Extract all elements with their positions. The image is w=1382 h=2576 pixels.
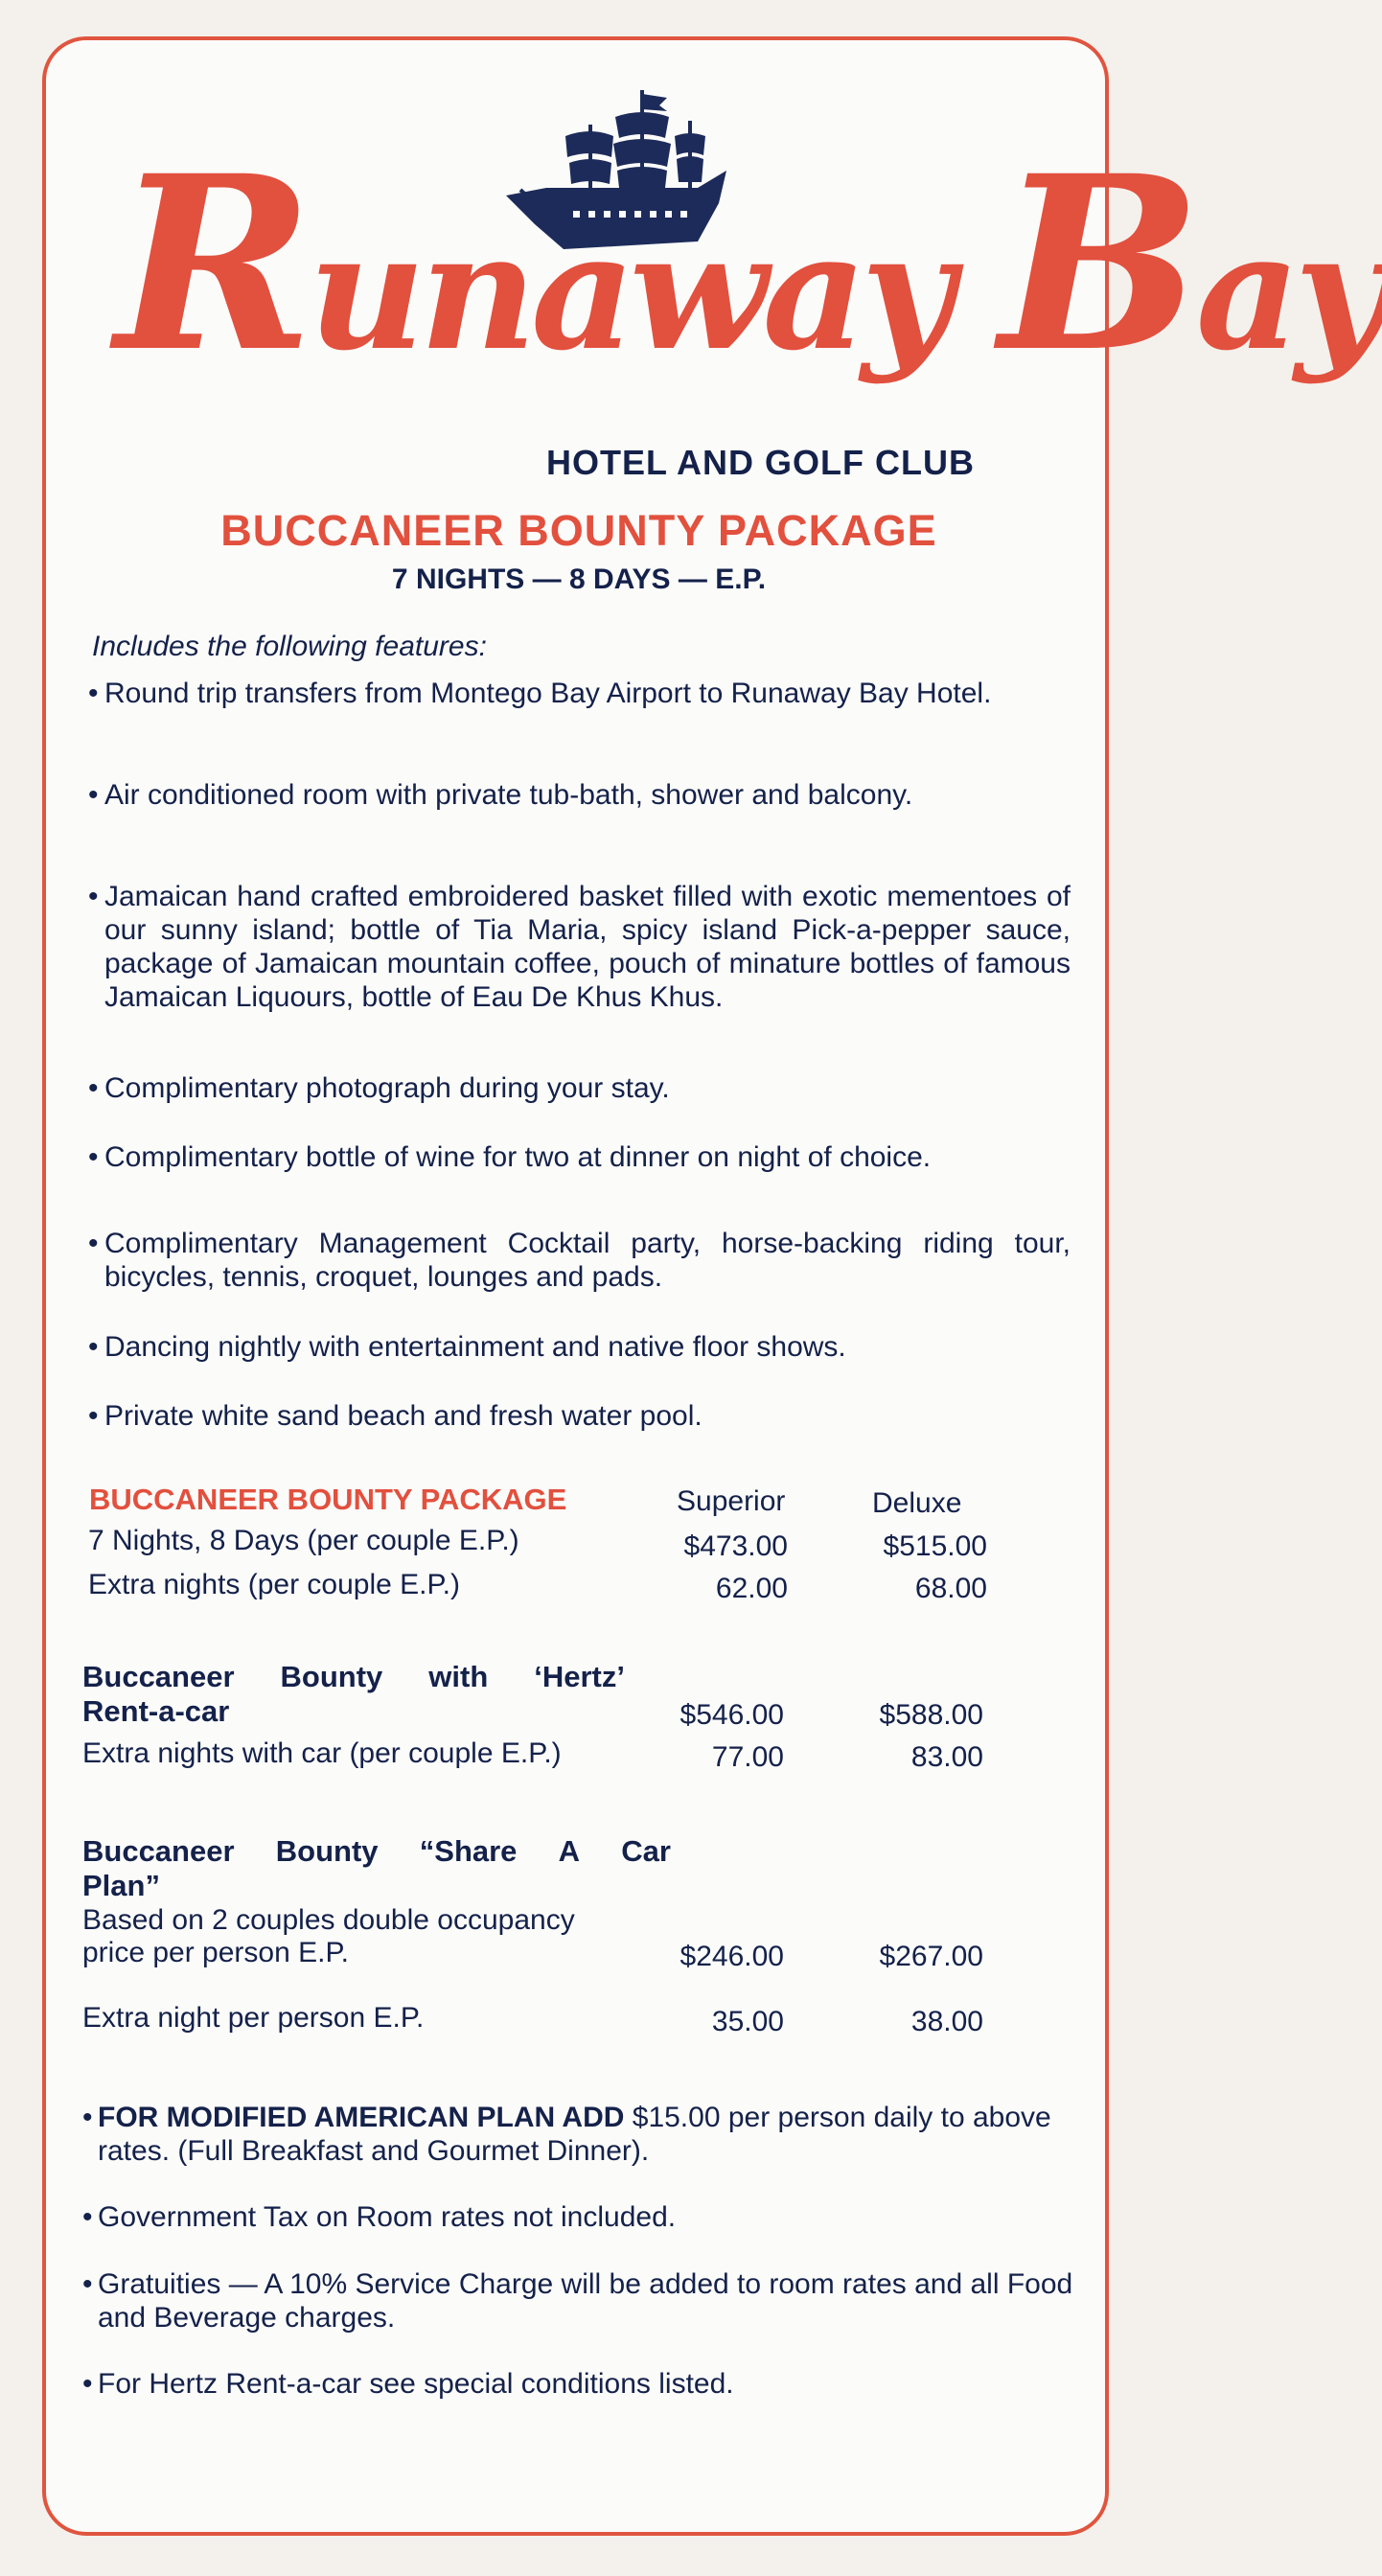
hertz-extra-deluxe: 83.00 — [910, 1741, 983, 1773]
bullet: • — [88, 1141, 99, 1173]
note-item — [82, 2367, 1079, 2401]
package-duration: 7 NIGHTS — 8 DAYS — E.P. — [391, 564, 767, 595]
bullet: • — [88, 678, 99, 709]
share-title: Buccaneer Bounty “Share A Car — [82, 1834, 671, 1868]
feature-item — [88, 880, 1071, 1014]
bullet: • — [82, 2102, 93, 2133]
feature-item — [88, 1227, 1071, 1294]
package-title: BUCCANEER BOUNTY PACKAGE — [220, 506, 937, 555]
rate-deluxe: 68.00 — [914, 1573, 987, 1604]
bullet: • — [88, 1331, 99, 1363]
share-extra-deluxe: 38.00 — [910, 2006, 983, 2037]
note-text: Gratuities — A 10% Service Charge will be added to room rates and all Food and Beverage charges. — [98, 2268, 1073, 2334]
feature-text: Air conditioned room with private tub-bath, shower and balcony. — [104, 779, 913, 811]
bullet: • — [88, 1228, 99, 1259]
hertz-deluxe: $588.00 — [879, 1699, 983, 1731]
feature-item — [88, 1399, 1071, 1433]
bullet: • — [88, 1400, 99, 1432]
feature-item — [88, 1330, 1071, 1364]
rates-header: BUCCANEER BOUNTY PACKAGE — [89, 1483, 567, 1516]
col-superior: Superior — [677, 1485, 786, 1517]
note-text: Government Tax on Room rates not included. — [98, 2201, 677, 2233]
note-item — [82, 2267, 1079, 2334]
features-intro: Includes the following features: — [92, 631, 487, 662]
rate-label: Extra nights (per couple E.P.) — [88, 1569, 460, 1600]
share-extra-superior: 35.00 — [711, 2006, 784, 2037]
feature-text: Complimentary photograph during your stay. — [104, 1072, 670, 1104]
share-desc: price per person E.P. — [82, 1937, 349, 1968]
brand-logo: Runaway Bay — [115, 123, 1382, 404]
share-deluxe: $267.00 — [879, 1941, 983, 1972]
feature-text: Private white sand beach and fresh water pool. — [104, 1400, 703, 1432]
bullet: • — [88, 779, 99, 811]
bullet: • — [82, 2268, 93, 2300]
rate-superior: 62.00 — [715, 1573, 788, 1604]
feature-text: Dancing nightly with entertainment and native floor shows. — [104, 1331, 846, 1363]
share-desc: Based on 2 couples double occupancy — [82, 1904, 575, 1936]
rate-deluxe: $515.00 — [883, 1530, 987, 1562]
bullet: • — [82, 2368, 93, 2400]
share-title-line2: Plan” — [82, 1869, 160, 1902]
feature-text: Round trip transfers from Montego Bay Airport to Runaway Bay Hotel. — [104, 678, 992, 709]
col-deluxe: Deluxe — [872, 1487, 962, 1519]
rate-label: 7 Nights, 8 Days (per couple E.P.) — [88, 1525, 519, 1556]
feature-text: Jamaican hand crafted embroidered basket filled with exotic mementoes of our sunny island; bottle of Tia Maria, spicy island Pick-a-pepper sauce, package of Jamaican mountain coffee, pouch of minature bottles of famous Jamaican Liquours, bottle of Eau De Khus Khus. — [104, 881, 1071, 1013]
note-lead: FOR MODIFIED AMERICAN PLAN ADD — [98, 2102, 625, 2133]
hertz-extra-superior: 77.00 — [711, 1741, 784, 1773]
hertz-title-line2: Rent-a-car — [82, 1694, 230, 1728]
hertz-title: Buccaneer Bounty with ‘Hertz’ — [82, 1660, 625, 1693]
bullet: • — [82, 2201, 93, 2233]
hertz-superior: $546.00 — [679, 1699, 784, 1731]
hotel-subtitle: HOTEL AND GOLF CLUB — [546, 443, 975, 482]
bullet: • — [88, 881, 99, 912]
bullet: • — [88, 1072, 99, 1104]
rate-superior: $473.00 — [683, 1530, 788, 1562]
feature-item — [88, 778, 1071, 812]
hertz-extra-label: Extra nights with car (per couple E.P.) — [82, 1737, 562, 1769]
note-text: For Hertz Rent-a-car see special conditions listed. — [98, 2368, 734, 2400]
feature-item — [88, 677, 1071, 710]
share-extra-label: Extra night per person E.P. — [82, 2002, 425, 2034]
note-item — [82, 2200, 1079, 2234]
note-item — [82, 2101, 1079, 2168]
feature-text: Complimentary bottle of wine for two at dinner on night of choice. — [104, 1141, 932, 1173]
share-superior: $246.00 — [679, 1941, 784, 1972]
note-text: $15.00 per person daily to above rates. (Full Breakfast and Gourmet Dinner). — [98, 2102, 1051, 2167]
feature-item — [88, 1140, 1071, 1174]
feature-item — [88, 1071, 1071, 1105]
feature-text: Complimentary Management Cocktail party, horse-backing riding tour, bicycles, tennis, croquet, lounges and pads. — [104, 1228, 1071, 1293]
